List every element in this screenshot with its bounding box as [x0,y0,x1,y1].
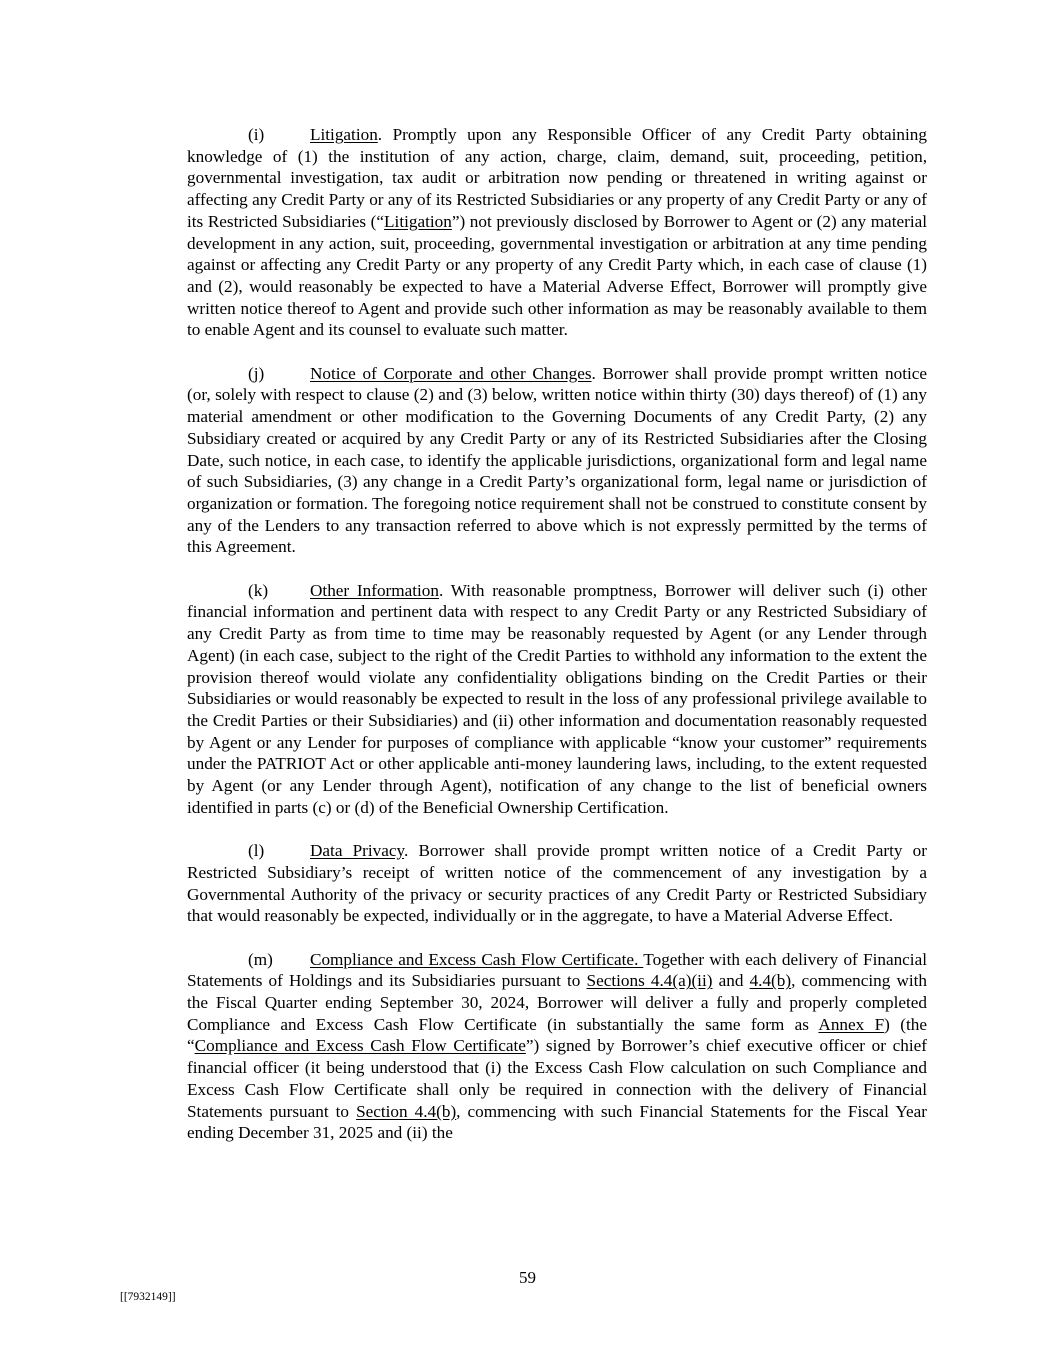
defined-term: Compliance and Excess Cash Flow Certificate [194,1036,526,1056]
section-text: . Borrower shall provide prompt written notice (or, solely with respect to clause (2) and (3) below, written notice within thirty (30) days thereof) of (1) any material amendment or other modification to the Governing Documents of any Credit Party, (2) any Subsidiary created or acquired by any Credit Party or any of its Restricted Subsidiaries after the Closing Date, such notice, in each case, to identify the applicable jurisdictions, organizational form and legal name of such Subsidiaries, (3) any change in a Credit Party’s organizational form, legal name or jurisdiction of organization or formation. The foregoing notice requirement shall not be construed to constitute consent by any of the Lenders to any transaction referred to above which is not expressly permitted by the terms of this Agreement. [187,363,927,557]
section-title: Notice of Corporate and other Changes [310,363,592,383]
section-text: Together with each delivery of Financial Statements of Holdings and its Subsidiaries pursuant to [187,949,927,991]
document-body [187,124,927,1166]
cross-reference: Annex F [818,1014,885,1034]
defined-term: Litigation [384,211,452,231]
section-text: . With reasonable promptness, Borrower will deliver such (i) other financial information and pertinent data with respect to any Credit Party or any Restricted Subsidiary of any Credit Party as from time to time may be reasonably requested by Agent (or any Lender through Agent) (in each case, subject to the right of the Credit Parties to withhold any information to the extent the provision thereof would violate any confidentiality obligations binding on the Credit Parties or their Subsidiaries or would reasonably be expected to result in the loss of any professional privilege available to the Credit Parties or their Subsidiaries) and (ii) other information and documentation reasonably requested by Agent or any Lender for purposes of compliance with applicable “know your customer” requirements under the PATRIOT Act or other applicable anti-money laundering laws, including, to the extent requested by Agent (or any Lender through Agent), notification of any change to the list of beneficial owners identified in parts (c) or (d) of the Beneficial Ownership Certification. [187,580,927,817]
section-i-litigation [187,124,927,341]
section-text: and [712,971,750,991]
section-title: Data Privacy [310,841,405,861]
cross-reference: Sections 4.4(a)(ii) [586,971,713,991]
section-title: Other Information [310,580,439,600]
page-number: 59 [519,1268,536,1287]
section-title: Compliance and Excess Cash Flow Certificate. [310,949,644,969]
section-number: (l) [248,841,265,861]
section-text: . Promptly upon any Responsible Officer of any Credit Party obtaining knowledge of (1) the institution of any action, charge, claim, demand, suit, proceeding, petition, governmental investigation, tax audit or arbitration now pending or threatened in writing against or affecting any Credit Party or any of its Restricted Subsidiaries or any property of any Credit Party or any of its Restricted Subsidiaries (“ [187,125,927,231]
section-k-other-information [187,580,927,819]
section-text: . Borrower shall provide prompt written notice of a Credit Party or Restricted Subsidiary’s receipt of written notice of the commencement of any investigation by a Governmental Authority of the privacy or security practices of any Credit Party or Restricted Subsidiary that would reasonably be expected, individually or in the aggregate, to have a Material Adverse Effect. [187,841,927,926]
section-title: Litigation [310,125,378,144]
document-id: [[7932149]] [120,1291,176,1303]
section-l-data-privacy [187,840,927,927]
section-number: (k) [248,580,269,600]
section-text: ) (the “ [187,1014,927,1056]
section-text: ”) signed by Borrower’s chief executive officer or chief financial officer (it being understood that (i) the Excess Cash Flow calculation on such Compliance and Excess Cash Flow Certificate shall only be required in connection with the delivery of Financial Statements pursuant to [187,1036,927,1121]
cross-reference: 4.4(b) [749,971,792,991]
section-j-notice-of-changes [187,363,927,558]
section-text: , commencing with such Financial Statements for the Fiscal Year ending December 31, 2025 and (ii) the [187,1101,928,1143]
section-m-compliance-certificate [187,949,927,1144]
section-text: , commencing with the Fiscal Quarter ending September 30, 2024, Borrower will deliver a fully and properly completed Compliance and Excess Cash Flow Certificate (in substantially the same form as [187,971,927,1034]
cross-reference: Section 4.4(b) [356,1101,457,1121]
section-number: (j) [248,363,265,383]
section-number: (m) [248,949,273,969]
section-number: (i) [248,125,265,144]
section-text: ”) not previously disclosed by Borrower to Agent or (2) any material development in any action, suit, proceeding, governmental investigation or arbitration at any time pending against or affecting any Credit Party or any property of any Credit Party which, in each case of clause (1) and (2), would reasonably be expected to have a Material Adverse Effect, Borrower will promptly give written notice thereof to Agent and provide such other information as may be reasonably available to them to enable Agent and its counsel to evaluate such matter. [187,211,927,340]
